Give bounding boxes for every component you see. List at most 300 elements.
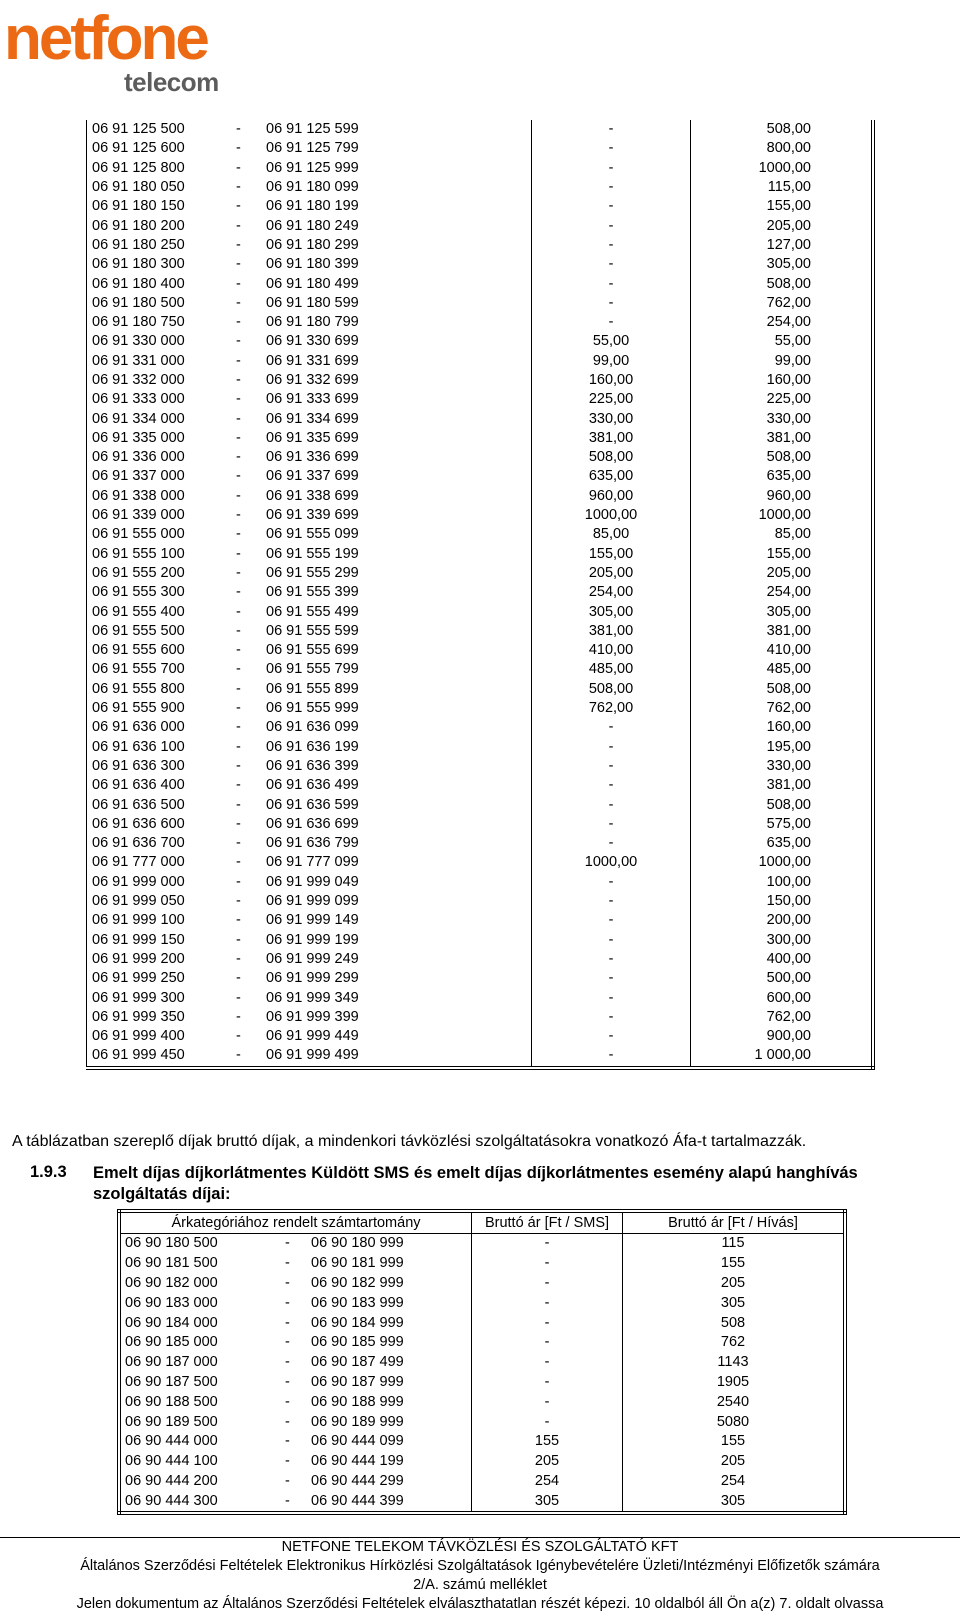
table-cell: -	[236, 680, 241, 697]
table-row	[87, 371, 874, 390]
tariff-table-1-body	[87, 120, 874, 1068]
table-cell: 960,00	[532, 487, 691, 506]
table-row	[87, 525, 874, 544]
table-cell: 1000,00	[758, 854, 811, 871]
header-call-price: Bruttó ár [Ft / Hívás]	[623, 1211, 846, 1234]
table-cell: 06 91 180 499	[266, 275, 359, 292]
table-cell: 06 91 125 799	[266, 140, 359, 157]
footer-page-info: Jelen dokumentum az Általános Szerződési Feltételek elválaszthatatlan részét képezi. 10 oldalból áll Ön a(z) 7. oldalt olvassa	[76, 1596, 884, 1612]
table-cell: -	[236, 700, 241, 717]
table-cell: 225,00	[766, 391, 811, 408]
table-cell: 06 91 636 199	[266, 738, 359, 755]
table-cell: 06 91 180 250	[92, 236, 185, 253]
table-cell: 06 91 999 450	[92, 1047, 185, 1064]
table-cell: 06 90 182 000	[125, 1274, 218, 1291]
table-cell: 254,00	[532, 583, 691, 602]
table-cell: -	[472, 1234, 623, 1254]
table-row	[87, 564, 874, 583]
table-row	[87, 139, 874, 158]
table-cell: 254	[472, 1472, 623, 1492]
table-cell: 06 91 180 199	[266, 198, 359, 215]
table-cell: 55,00	[532, 332, 691, 351]
table-cell: 762,00	[532, 699, 691, 718]
table-cell: 06 91 636 700	[92, 835, 185, 852]
table-cell: 06 91 336 000	[92, 449, 185, 466]
section-title: Emelt díjas díjkorlátmentes Küldött SMS és emelt díjas díjkorlátmentes esemény alapú hanghívás szolgáltatás díjai:	[93, 1164, 858, 1203]
table-cell: -	[236, 121, 241, 138]
table-cell: 06 90 184 999	[311, 1314, 404, 1331]
table-row	[87, 545, 874, 564]
table-cell: 06 91 555 199	[266, 545, 359, 562]
table-row	[87, 815, 874, 834]
table-cell: -	[532, 930, 691, 949]
table-cell: 762,00	[766, 294, 811, 311]
table-cell: 06 91 555 500	[92, 622, 185, 639]
table-row	[119, 1373, 845, 1393]
table-cell: 06 90 444 099	[311, 1433, 404, 1450]
table-cell: 06 91 332 699	[266, 372, 359, 388]
table-cell: 06 90 181 999	[311, 1255, 404, 1272]
table-row	[87, 255, 874, 274]
table-cell: -	[532, 834, 691, 853]
table-cell: 06 91 555 899	[266, 680, 359, 697]
table-cell: 06 90 188 999	[311, 1393, 404, 1410]
table-cell: 06 91 331 699	[266, 352, 359, 369]
table-cell: -	[532, 757, 691, 776]
table-cell: -	[236, 198, 241, 215]
table-cell: 508,00	[766, 449, 811, 466]
table-cell: -	[532, 795, 691, 814]
table-cell: 06 91 180 099	[266, 179, 359, 196]
table-row	[87, 197, 874, 216]
table-cell: -	[236, 507, 241, 524]
table-cell: 508,00	[766, 680, 811, 697]
table-row	[119, 1313, 845, 1333]
table-row	[119, 1353, 845, 1373]
table-cell: -	[532, 892, 691, 911]
table-cell: 06 91 999 249	[266, 950, 359, 967]
table-cell: 06 91 999 349	[266, 989, 359, 1006]
table-cell: 305,00	[532, 602, 691, 621]
table-cell: -	[236, 796, 241, 813]
table-row	[87, 390, 874, 409]
table-cell: -	[472, 1333, 623, 1353]
table-cell: 1 000,00	[754, 1047, 811, 1064]
table-cell: 06 91 333 699	[266, 391, 359, 408]
table-cell: -	[236, 275, 241, 292]
table-row	[119, 1333, 845, 1353]
table-cell: 06 91 636 099	[266, 719, 359, 736]
table-cell: 06 91 180 400	[92, 275, 185, 292]
table-cell: 06 91 999 399	[266, 1008, 359, 1025]
table-row	[87, 892, 874, 911]
table-row	[87, 1027, 874, 1046]
table-cell: -	[236, 893, 241, 910]
table-cell: 06 90 183 000	[125, 1294, 218, 1311]
table-cell: 5080	[716, 1413, 750, 1430]
table-row	[87, 757, 874, 776]
table-row	[87, 120, 874, 139]
table-cell: -	[532, 139, 691, 158]
table-row	[87, 429, 874, 448]
table-cell: 06 90 444 299	[311, 1472, 404, 1489]
table-row	[87, 409, 874, 428]
table-cell: 06 91 636 100	[92, 738, 185, 755]
table-cell: -	[236, 236, 241, 253]
table-cell: -	[532, 1027, 691, 1046]
table-row	[87, 834, 874, 853]
table-cell: -	[236, 757, 241, 774]
table-cell: -	[532, 815, 691, 834]
table-cell: 06 90 444 200	[125, 1472, 218, 1489]
table-cell: 06 91 180 150	[92, 198, 185, 215]
table-cell: 305	[720, 1294, 746, 1311]
table-cell: 06 90 181 500	[125, 1255, 218, 1272]
table-cell: -	[236, 950, 241, 967]
table-row	[87, 236, 874, 255]
header-range: Árkategóriához rendelt számtartomány	[119, 1211, 472, 1234]
table-row	[119, 1452, 845, 1472]
table-cell: 06 91 180 399	[266, 256, 359, 273]
table-cell: -	[532, 776, 691, 795]
table-cell: 06 91 555 200	[92, 564, 185, 581]
table-cell: 381,00	[766, 429, 811, 446]
table-cell: 06 90 444 199	[311, 1453, 404, 1470]
table-cell: -	[236, 294, 241, 311]
table-cell: 410,00	[532, 641, 691, 660]
table-row	[87, 660, 874, 679]
table-cell: 06 91 555 100	[92, 545, 185, 562]
table-cell: -	[236, 854, 241, 871]
table-cell: 06 91 999 199	[266, 931, 359, 948]
table-row	[87, 641, 874, 660]
table-cell: -	[285, 1413, 290, 1430]
table-cell: 205,00	[532, 564, 691, 583]
table-cell: -	[236, 912, 241, 929]
table-cell: 127,00	[766, 236, 811, 253]
table-cell: 06 91 335 699	[266, 429, 359, 446]
table-row	[87, 332, 874, 351]
table-cell: 2540	[716, 1393, 750, 1410]
table-cell: 06 91 999 150	[92, 931, 185, 948]
table-row	[87, 352, 874, 371]
table-cell: -	[532, 294, 691, 313]
table-cell: 06 91 636 599	[266, 796, 359, 813]
table-cell: 381,00	[532, 429, 691, 448]
table-cell: 305,00	[766, 603, 811, 620]
table-cell: 115	[721, 1235, 745, 1252]
table-cell: 06 90 444 399	[311, 1492, 404, 1509]
table-row	[87, 467, 874, 486]
table-cell: 305,00	[766, 256, 811, 273]
table-cell: 06 91 999 149	[266, 912, 359, 929]
table-cell: 06 90 188 500	[125, 1393, 218, 1410]
table-cell: 06 91 555 800	[92, 680, 185, 697]
table-cell: 155	[472, 1432, 623, 1452]
section-number: 1.9.3	[30, 1163, 67, 1181]
table-cell: 06 91 555 699	[266, 642, 359, 659]
table-row	[87, 487, 874, 506]
table-cell: -	[532, 988, 691, 1007]
table-cell: -	[532, 255, 691, 274]
table-cell: 06 90 184 000	[125, 1314, 218, 1331]
table-row	[87, 680, 874, 699]
table-cell: 410,00	[766, 642, 811, 659]
table-row	[87, 988, 874, 1007]
table-row	[87, 930, 874, 949]
table-cell: 381,00	[532, 622, 691, 641]
table-cell: -	[236, 738, 241, 755]
table-row	[87, 950, 874, 969]
table-cell: -	[532, 216, 691, 235]
table-cell: 55,00	[774, 333, 811, 350]
table-row	[119, 1432, 845, 1452]
table-row	[87, 1008, 874, 1027]
table-cell: -	[236, 564, 241, 581]
table-cell: -	[532, 197, 691, 216]
table-cell: 06 90 187 000	[125, 1354, 218, 1371]
table-cell: 06 91 777 000	[92, 854, 185, 871]
table-cell: 06 91 180 599	[266, 294, 359, 311]
table-cell: -	[236, 372, 241, 388]
table-cell: 06 91 999 100	[92, 912, 185, 929]
table-cell: 06 91 180 200	[92, 217, 185, 234]
table-cell: 06 90 444 100	[125, 1453, 218, 1470]
table-cell: -	[472, 1313, 623, 1333]
table-cell: 400,00	[766, 950, 811, 967]
table-cell: 06 91 999 049	[266, 873, 359, 890]
table-cell: 06 91 636 399	[266, 757, 359, 774]
table-cell: -	[236, 410, 241, 427]
table-cell: 06 91 999 000	[92, 873, 185, 890]
table-cell: 508,00	[532, 680, 691, 699]
tariff-table-2-body	[119, 1234, 845, 1514]
table-cell: 485,00	[766, 661, 811, 678]
table-cell: 150,00	[766, 893, 811, 910]
table-row	[87, 448, 874, 467]
table-cell: -	[236, 642, 241, 659]
table-cell: 155,00	[766, 545, 811, 562]
table-row	[119, 1472, 845, 1492]
table-cell: -	[285, 1274, 290, 1291]
table-row	[87, 313, 874, 332]
table-cell: 06 91 334 000	[92, 410, 185, 427]
table-cell: 06 91 180 050	[92, 179, 185, 196]
table-cell: 06 91 636 499	[266, 777, 359, 794]
table-cell: 06 91 180 249	[266, 217, 359, 234]
table-cell: 06 91 555 499	[266, 603, 359, 620]
table-cell: -	[236, 217, 241, 234]
table-row	[119, 1234, 845, 1254]
table-cell: -	[472, 1353, 623, 1373]
table-cell: -	[472, 1254, 623, 1274]
table-cell: 06 91 180 299	[266, 236, 359, 253]
table-header-row	[119, 1211, 845, 1234]
table-cell: 06 91 555 900	[92, 700, 185, 717]
table-cell: -	[532, 120, 691, 139]
table-cell: -	[532, 718, 691, 737]
table-cell: 06 91 636 500	[92, 796, 185, 813]
table-cell: 06 91 125 800	[92, 159, 185, 176]
table-cell: 06 91 999 300	[92, 989, 185, 1006]
table-cell: -	[236, 140, 241, 157]
table-cell: -	[236, 159, 241, 176]
table-cell: 305	[720, 1492, 746, 1509]
table-cell: -	[236, 487, 241, 504]
table-cell: 762,00	[766, 1008, 811, 1025]
table-row	[87, 583, 874, 602]
table-cell: 06 91 338 000	[92, 487, 185, 504]
table-cell: 254,00	[766, 314, 811, 331]
table-cell: 225,00	[532, 390, 691, 409]
table-cell: 508,00	[766, 121, 811, 138]
table-row	[87, 853, 874, 872]
table-cell: 06 91 555 300	[92, 584, 185, 601]
table-cell: -	[236, 989, 241, 1006]
table-cell: -	[532, 950, 691, 969]
table-cell: 305	[472, 1491, 623, 1513]
table-cell: 06 91 336 699	[266, 449, 359, 466]
table-cell: 635,00	[766, 835, 811, 852]
table-cell: -	[532, 873, 691, 892]
table-cell: -	[472, 1412, 623, 1432]
table-cell: -	[285, 1354, 290, 1371]
table-cell: 06 91 636 600	[92, 815, 185, 832]
table-cell: 155,00	[532, 545, 691, 564]
table-cell: -	[236, 256, 241, 273]
table-cell: 330,00	[532, 409, 691, 428]
table-cell: -	[236, 468, 241, 485]
table-cell: -	[472, 1293, 623, 1313]
table-cell: 06 91 330 000	[92, 333, 185, 350]
table-cell: 06 90 183 999	[311, 1294, 404, 1311]
table-cell: 06 91 339 699	[266, 507, 359, 524]
table-cell: 06 90 187 499	[311, 1354, 404, 1371]
table-cell: 508,00	[532, 448, 691, 467]
table-cell: 195,00	[766, 738, 811, 755]
table-cell: 06 90 189 999	[311, 1413, 404, 1430]
table-cell: 06 91 555 099	[266, 526, 359, 543]
table-cell: 06 91 331 000	[92, 352, 185, 369]
table-cell: 06 90 187 500	[125, 1373, 218, 1390]
table-cell: 06 91 180 300	[92, 256, 185, 273]
table-cell: 160,00	[766, 372, 811, 388]
table-cell: 330,00	[766, 410, 811, 427]
table-cell: 205,00	[766, 564, 811, 581]
table-cell: 06 91 999 400	[92, 1028, 185, 1045]
table-row	[87, 602, 874, 621]
table-row	[87, 699, 874, 718]
table-cell: -	[285, 1373, 290, 1390]
table-row	[87, 274, 874, 293]
table-cell: 06 91 555 700	[92, 661, 185, 678]
table-cell: -	[236, 314, 241, 331]
table-cell: 99,00	[774, 352, 811, 369]
table-cell: 06 91 334 699	[266, 410, 359, 427]
table-cell: 254	[720, 1472, 746, 1489]
logo-main-text: netfone	[4, 4, 207, 73]
table-cell: 06 90 444 000	[125, 1433, 218, 1450]
header-sms-price: Bruttó ár [Ft / SMS]	[472, 1211, 623, 1234]
table-cell: 06 91 999 499	[266, 1047, 359, 1064]
table-cell: -	[532, 969, 691, 988]
table-cell: 1000,00	[532, 506, 691, 525]
table-cell: 06 91 636 000	[92, 719, 185, 736]
vat-note: A táblázatban szereplő díjak bruttó díjak, a mindenkori távközlési szolgáltatásokra vonatkozó Áfa-t tartalmazzák.	[12, 1133, 807, 1150]
footer-terms: Általános Szerződési Feltételek Elektronikus Hírközlési Szolgáltatások Igénybevételére Üzleti/Intézményi Előfizetők számára	[80, 1558, 880, 1574]
table-cell: 99,00	[532, 352, 691, 371]
table-cell: 06 90 180 500	[125, 1235, 218, 1252]
table-cell: 205	[720, 1274, 746, 1291]
table-cell: -	[236, 1028, 241, 1045]
table-cell: 06 91 335 000	[92, 429, 185, 446]
table-cell: -	[285, 1314, 290, 1331]
table-cell: 205,00	[766, 217, 811, 234]
table-cell: 06 91 337 000	[92, 468, 185, 485]
table-cell: 160,00	[766, 719, 811, 736]
table-cell: 06 91 999 050	[92, 893, 185, 910]
logo-sub-text: telecom	[124, 67, 219, 97]
table-cell: -	[236, 1047, 241, 1064]
table-row	[119, 1254, 845, 1274]
table-cell: 1143	[717, 1354, 749, 1371]
table-cell: 06 91 555 399	[266, 584, 359, 601]
table-cell: -	[532, 1008, 691, 1027]
table-cell: 06 91 777 099	[266, 854, 359, 871]
table-cell: 900,00	[766, 1028, 811, 1045]
table-cell: 06 91 999 449	[266, 1028, 359, 1045]
table-cell: 600,00	[766, 989, 811, 1006]
table-cell: 06 91 636 699	[266, 815, 359, 832]
table-cell: 115,00	[767, 179, 811, 196]
table-cell: -	[285, 1393, 290, 1410]
table-cell: 06 91 555 599	[266, 622, 359, 639]
table-cell: -	[236, 1008, 241, 1025]
table-cell: 06 91 332 000	[92, 372, 185, 388]
table-cell: -	[532, 313, 691, 332]
table-cell: 06 90 180 999	[311, 1235, 404, 1252]
table-cell: 762	[720, 1334, 746, 1351]
table-cell: -	[532, 911, 691, 930]
table-cell: -	[472, 1392, 623, 1412]
table-cell: 06 91 125 600	[92, 140, 185, 157]
table-cell: 381,00	[766, 777, 811, 794]
table-row	[87, 776, 874, 795]
table-cell: -	[532, 236, 691, 255]
table-cell: 06 91 125 599	[266, 121, 359, 138]
table-cell: 06 91 999 200	[92, 950, 185, 967]
table-cell: 635,00	[532, 467, 691, 486]
table-cell: 508,00	[766, 275, 811, 292]
table-cell: 06 91 636 799	[266, 835, 359, 852]
table-cell: 635,00	[766, 468, 811, 485]
table-cell: -	[236, 449, 241, 466]
table-cell: 06 91 337 699	[266, 468, 359, 485]
table-row	[87, 718, 874, 737]
table-cell: -	[236, 333, 241, 350]
table-cell: 200,00	[766, 912, 811, 929]
table-cell: 06 91 555 299	[266, 564, 359, 581]
table-cell: 1000,00	[758, 159, 811, 176]
table-cell: 06 90 185 000	[125, 1334, 218, 1351]
table-cell: 300,00	[766, 931, 811, 948]
table-row	[87, 159, 874, 178]
table-cell: 06 91 330 699	[266, 333, 359, 350]
table-row	[87, 969, 874, 988]
table-cell: 254,00	[766, 584, 811, 601]
table-cell: 06 91 636 400	[92, 777, 185, 794]
table-cell: -	[236, 603, 241, 620]
